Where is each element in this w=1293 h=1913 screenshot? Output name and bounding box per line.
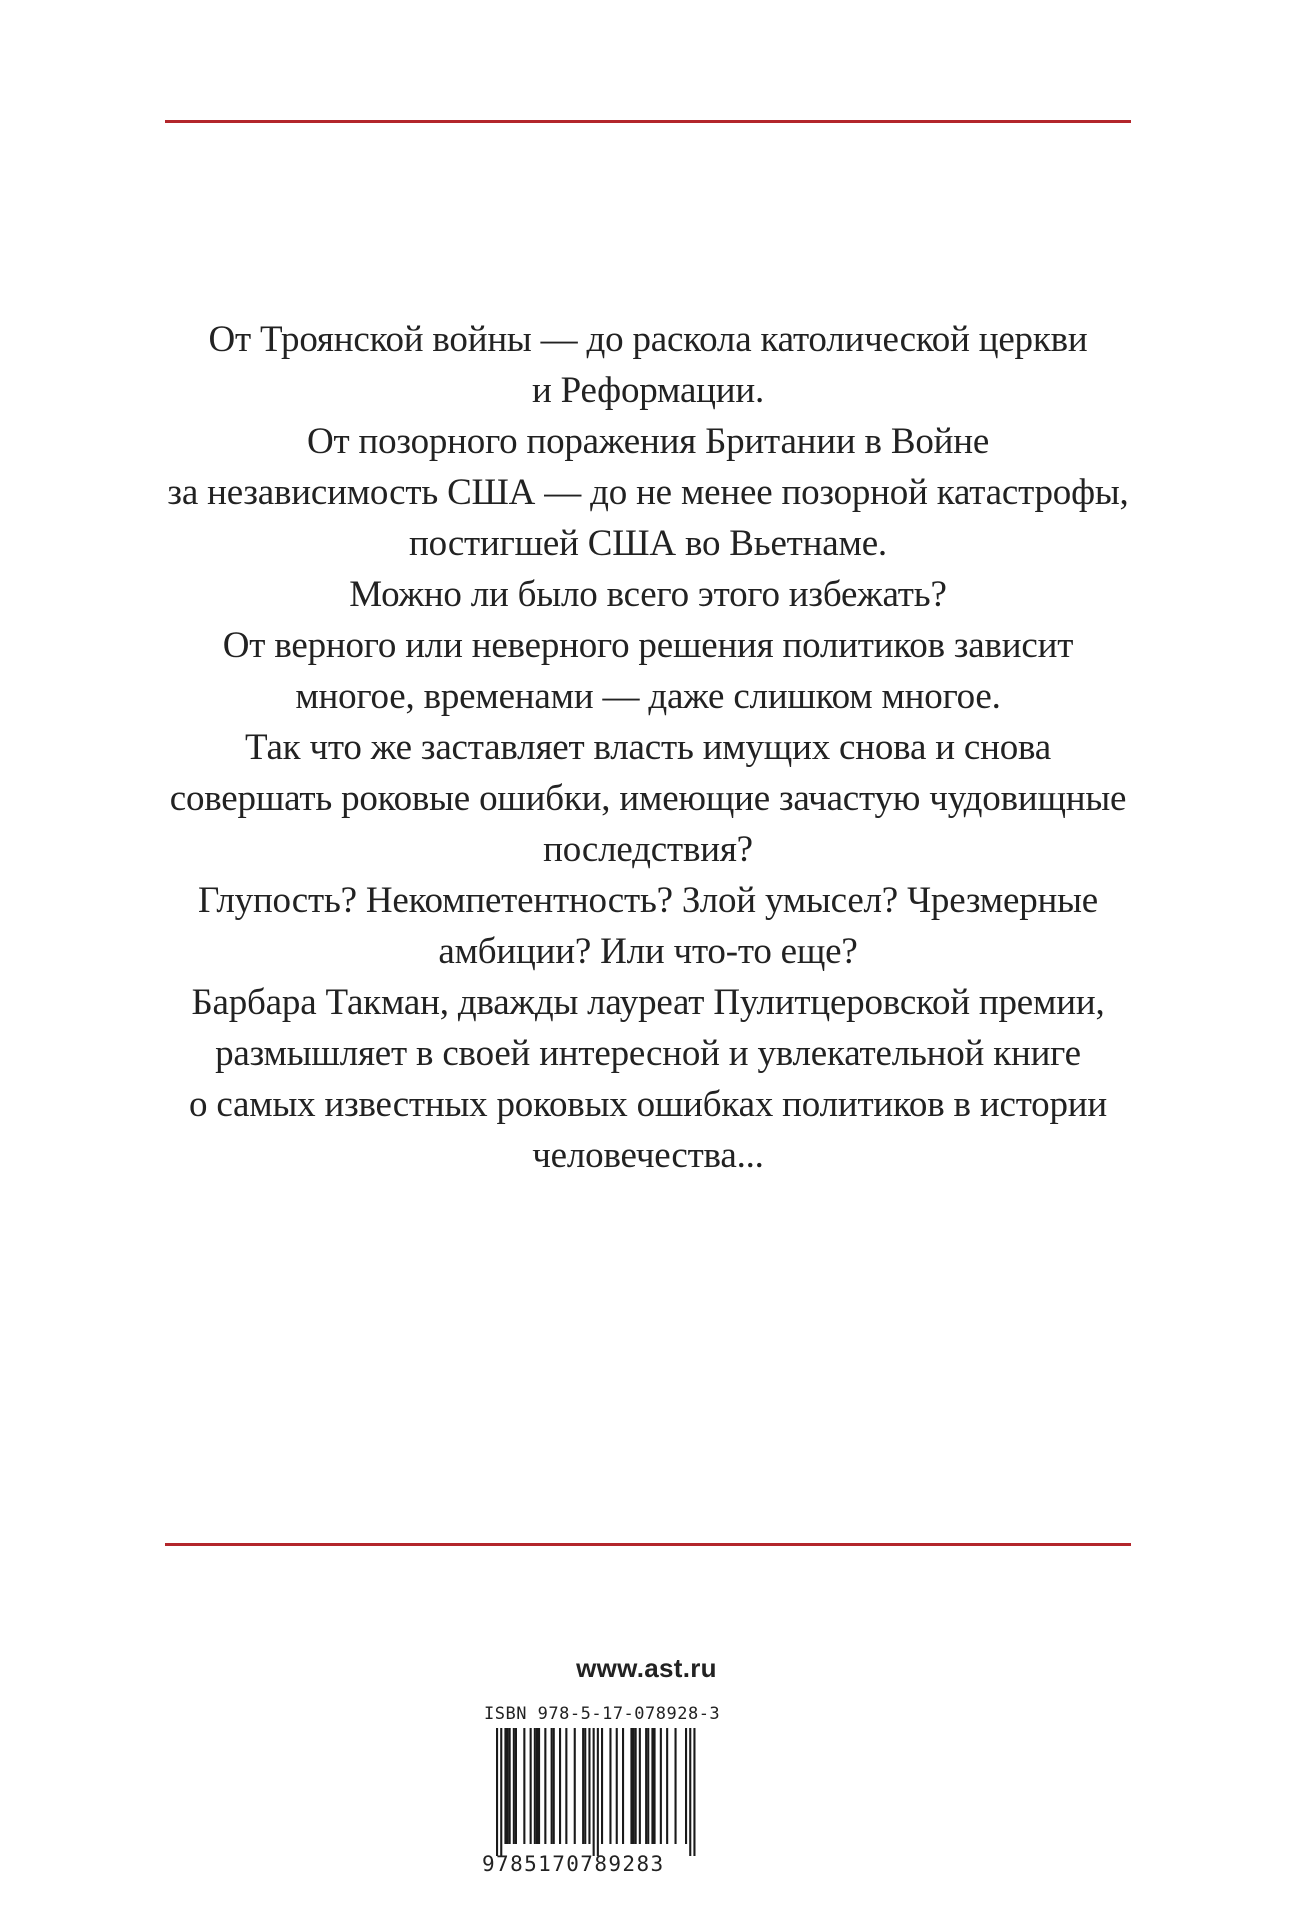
barcode-bar [582, 1728, 584, 1844]
barcode-digits: 9785170789283 [482, 1852, 665, 1876]
blurb-line: за независимость США — до не менее позорной катастрофы, [167, 472, 1129, 513]
blurb-line: многое, временами — даже слишком многое. [295, 676, 1001, 717]
barcode-bar [639, 1728, 641, 1844]
barcode-bar [645, 1728, 647, 1844]
blurb-line: совершать роковые ошибки, имеющие зачастую чудовищные [169, 778, 1127, 819]
barcode-bar [534, 1728, 536, 1844]
barcode-bar [651, 1728, 653, 1844]
barcode-icon [482, 1728, 718, 1856]
blurb-line: последствия? [543, 829, 753, 870]
barcode-bar [593, 1728, 595, 1856]
blurb-text [150, 314, 1146, 1181]
top-divider [165, 120, 1131, 123]
barcode-bar [633, 1728, 635, 1844]
barcode-bar [504, 1728, 506, 1844]
barcode-bar [507, 1728, 509, 1844]
barcode-bar [616, 1728, 618, 1844]
barcode-bar [622, 1728, 624, 1844]
barcode-bar [565, 1728, 567, 1844]
barcode-bar [530, 1728, 532, 1844]
blurb-line: Барбара Такман, дважды лауреат Пулитцеровской премии, [191, 982, 1105, 1023]
bottom-divider [165, 1543, 1131, 1546]
barcode-bar [609, 1728, 611, 1844]
isbn-label: ISBN 978-5-17-078928-3 [484, 1704, 721, 1724]
barcode-bar [500, 1728, 502, 1856]
blurb-line: о самых известных роковых ошибках политиков в истории [189, 1084, 1107, 1125]
barcode-bar [509, 1728, 511, 1844]
barcode-bar [515, 1728, 517, 1844]
barcode-bar [513, 1728, 515, 1844]
blurb-line: человечества... [532, 1135, 764, 1176]
blurb-line: размышляет в своей интересной и увлекательной книге [215, 1033, 1081, 1074]
barcode-bar [597, 1728, 599, 1856]
barcode-bar [553, 1728, 555, 1844]
barcode-bar [538, 1728, 540, 1844]
barcode-bar [588, 1728, 590, 1844]
blurb-line: Можно ли было всего этого избежать? [349, 574, 947, 615]
barcode-bar [496, 1728, 498, 1856]
barcode-bar [685, 1728, 687, 1844]
blurb-line: От верного или неверного решения политиков зависит [222, 625, 1074, 666]
barcode-bar [544, 1728, 546, 1844]
barcode-bar [635, 1728, 637, 1844]
barcode-bar [630, 1728, 632, 1844]
blurb-line: и Реформации. [531, 370, 765, 411]
barcode-bar [601, 1728, 603, 1844]
blurb-line: От позорного поражения Британии в Войне [306, 421, 990, 462]
barcode-bar [689, 1728, 691, 1856]
barcode-bar [675, 1728, 677, 1844]
barcode-bar [584, 1728, 586, 1844]
barcode-bar [647, 1728, 649, 1844]
barcode-bar [660, 1728, 662, 1844]
barcode-bar [574, 1728, 576, 1844]
barcode-bar [551, 1728, 553, 1844]
barcode-bar [693, 1728, 695, 1856]
blurb-line: амбиции? Или что-то еще? [438, 931, 858, 972]
blurb-line: постигшей США во Вьетнаме. [409, 523, 887, 564]
barcode-block [482, 1704, 722, 1876]
barcode-bar [559, 1728, 561, 1844]
blurb-line: От Троянской войны — до раскола католической церкви [208, 319, 1088, 360]
barcode-bar [523, 1728, 525, 1844]
publisher-website: www.ast.ru [576, 1653, 717, 1683]
blurb-line: Так что же заставляет власть имущих снова и снова [244, 727, 1052, 768]
blurb-line: Глупость? Некомпетентность? Злой умысел? Чрезмерные [197, 880, 1099, 921]
barcode-bar [654, 1728, 656, 1844]
barcode-bar [666, 1728, 668, 1844]
barcode-bar [536, 1728, 538, 1844]
